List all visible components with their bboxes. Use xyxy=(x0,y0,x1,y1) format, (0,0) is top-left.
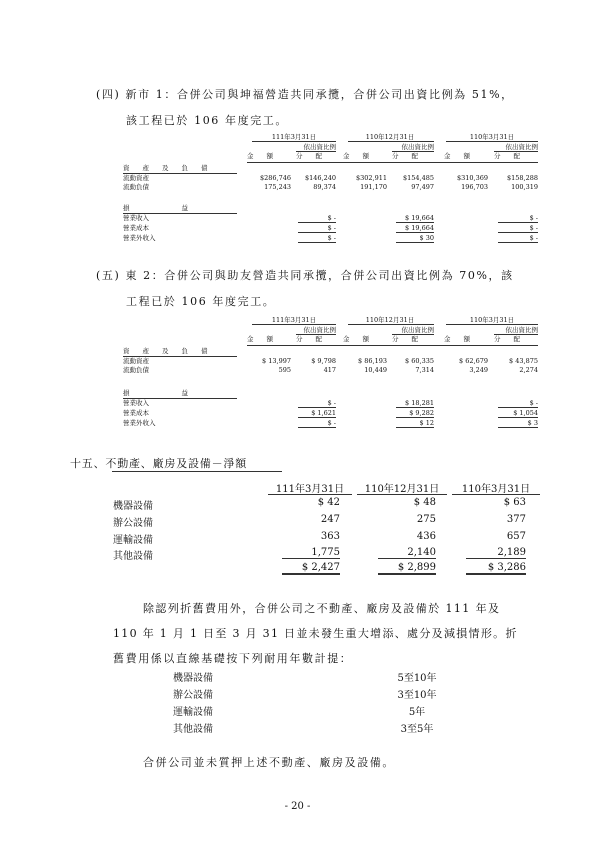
sec15-cell: 657 xyxy=(506,531,526,542)
sec15-cell: 2,189 xyxy=(466,547,526,559)
sec5-bs-cell: $ 62,679 xyxy=(459,357,488,365)
sec15-total: $ 3,286 xyxy=(466,562,526,575)
sec4-pl-cell: $ 19,664 xyxy=(396,224,434,233)
sec4-pl-cell: $ - xyxy=(498,224,538,233)
sec4-bs-cell: 191,170 xyxy=(360,183,387,191)
sec5-period-1: 111年3月31日 xyxy=(271,316,317,324)
sec15-cell: 1,775 xyxy=(282,547,340,559)
sec5-pl-cell: $ - xyxy=(298,399,336,408)
sec5-bs-cell: $ 60,335 xyxy=(405,357,434,365)
sec4-bs-cell: $154,485 xyxy=(402,174,434,182)
sec15-para1: 除認列折舊費用外，合併公司之不動產、廠房及設備於 111 年及 xyxy=(143,602,501,615)
sec4-line2: 該工程已於 106 年度完工。 xyxy=(126,114,288,127)
sec5-alloc-1: 分 配 xyxy=(296,335,322,343)
sec5-bs-label: 流動資產 xyxy=(123,357,149,365)
sec4-period-3: 110年3月31日 xyxy=(469,133,515,141)
sec4-pl-cell: $ - xyxy=(498,234,538,243)
sec5-pl-label: 營業收入 xyxy=(123,399,149,407)
sec15-row-label: 機器設備 xyxy=(113,501,153,512)
sec4-bs-cell: $158,288 xyxy=(506,174,538,182)
sec15-cell: 2,140 xyxy=(378,547,436,559)
sec5-pl-label: 營業成本 xyxy=(123,409,149,417)
sec4-share-1: 依出資比例 xyxy=(303,143,336,151)
sec5-period-2: 110年12月31日 xyxy=(365,316,415,324)
sec5-amount-2: 金 額 xyxy=(343,335,369,343)
sec4-pl-cell: $ - xyxy=(298,214,336,223)
sec5-bs-cell: 7,314 xyxy=(415,366,434,374)
sec5-bs-header: 資 產 及 負 債 xyxy=(123,347,208,355)
sec15-cell: 247 xyxy=(320,514,340,525)
sec15-period-2: 110年12月31日 xyxy=(364,484,440,495)
sec4-bs-cell: $146,240 xyxy=(304,174,336,182)
sec15-total: $ 2,427 xyxy=(282,562,340,575)
sec15-cell: $ 63 xyxy=(503,497,526,508)
sec4-pl-cell: $ - xyxy=(298,224,336,233)
sec5-pl-cell: $ 18,281 xyxy=(396,399,434,408)
sec15-para4: 合併公司並未質押上述不動產、廠房及設備。 xyxy=(143,756,395,769)
sec15-cell: 436 xyxy=(416,531,436,542)
sec4-bs-cell: 196,703 xyxy=(461,183,488,191)
sec15-period-3: 110年3月31日 xyxy=(461,484,531,495)
sec15-cell: 377 xyxy=(506,514,526,525)
sec4-amount-3: 金 額 xyxy=(444,152,470,160)
sec4-bs-header: 資 產 及 負 債 xyxy=(123,164,208,172)
sec5-line1: (五) 東 2：合併公司與助友營造共同承攬，合併公司出資比例為 70%，該 xyxy=(96,269,514,282)
sec4-pl-header: 損 益 xyxy=(123,204,188,212)
sec4-alloc-1: 分 配 xyxy=(296,152,322,160)
sec5-pl-label: 營業外收入 xyxy=(123,419,156,427)
sec5-pl-header: 損 益 xyxy=(123,389,188,397)
sec5-period-3: 110年3月31日 xyxy=(469,316,515,324)
sec4-pl-label: 營業外收入 xyxy=(123,234,156,242)
sec5-share-1: 依出資比例 xyxy=(303,326,336,334)
sec5-bs-cell: $ 13,997 xyxy=(262,357,291,365)
sec15-row-label: 其他設備 xyxy=(113,551,153,562)
life-label: 機器設備 xyxy=(173,673,213,684)
sec5-pl-cell: $ 9,282 xyxy=(396,409,434,418)
sec15-row-label: 辦公設備 xyxy=(113,518,153,529)
sec4-bs-cell: 100,319 xyxy=(511,183,538,191)
sec4-period-1: 111年3月31日 xyxy=(271,133,317,141)
sec15-title: 十五、不動產、廠房及設備－淨額 xyxy=(70,457,247,470)
sec4-bs-cell: $310,369 xyxy=(456,174,488,182)
sec4-bs-label: 流動資產 xyxy=(123,174,149,182)
sec5-bs-label: 流動負債 xyxy=(123,366,149,374)
sec15-period-1: 111年3月31日 xyxy=(275,484,345,495)
life-years: 3至5年 xyxy=(400,724,434,735)
sec4-bs-cell: 89,374 xyxy=(313,183,336,191)
sec4-amount-2: 金 額 xyxy=(343,152,369,160)
sec4-pl-label: 營業收入 xyxy=(123,214,149,222)
sec4-bs-cell: $286,746 xyxy=(259,174,291,182)
sec5-bs-cell: 3,249 xyxy=(469,366,488,374)
sec4-pl-label: 營業成本 xyxy=(123,224,149,232)
sec4-period-2: 110年12月31日 xyxy=(365,133,415,141)
sec5-share-2: 依出資比例 xyxy=(401,326,434,334)
sec5-amount-1: 金 額 xyxy=(247,335,273,343)
sec4-pl-cell: $ 19,664 xyxy=(396,214,434,223)
sec4-share-2: 依出資比例 xyxy=(401,143,434,151)
sec4-pl-cell: $ 30 xyxy=(396,234,434,243)
sec15-cell: $ 42 xyxy=(317,497,340,508)
sec15-row-label: 運輸設備 xyxy=(113,535,153,546)
sec4-bs-label: 流動負債 xyxy=(123,183,149,191)
sec5-bs-cell: 595 xyxy=(278,366,291,374)
sec5-bs-cell: 2,274 xyxy=(519,366,538,374)
sec4-pl-cell: $ - xyxy=(498,214,538,223)
sec4-alloc-3: 分 配 xyxy=(494,152,520,160)
sec15-cell: $ 48 xyxy=(413,497,436,508)
sec15-para2: 110 年 1 月 1 日至 3 月 31 日並未發生重大增添、處分及減損情形。折 xyxy=(113,627,518,640)
life-years: 5至10年 xyxy=(397,673,437,684)
sec4-bs-cell: 175,243 xyxy=(264,183,291,191)
sec4-alloc-2: 分 配 xyxy=(392,152,418,160)
sec4-amount-1: 金 額 xyxy=(247,152,273,160)
sec5-share-3: 依出資比例 xyxy=(505,326,538,334)
sec4-pl-cell: $ - xyxy=(298,234,336,243)
sec4-share-3: 依出資比例 xyxy=(505,143,538,151)
sec5-pl-cell: $ 3 xyxy=(498,419,538,428)
life-label: 其他設備 xyxy=(173,724,213,735)
life-label: 運輸設備 xyxy=(173,707,213,718)
sec5-bs-cell: $ 86,193 xyxy=(358,357,387,365)
sec15-cell: 363 xyxy=(320,531,340,542)
sec5-line2: 工程已於 106 年度完工。 xyxy=(126,295,276,308)
sec5-bs-cell: $ 43,875 xyxy=(509,357,538,365)
sec5-alloc-3: 分 配 xyxy=(494,335,520,343)
life-years: 5年 xyxy=(408,707,426,718)
sec5-bs-cell: 10,449 xyxy=(364,366,387,374)
sec4-bs-cell: $302,911 xyxy=(355,174,387,182)
page-number: - 20 - xyxy=(284,801,311,812)
sec15-total: $ 2,899 xyxy=(378,562,436,575)
sec15-cell: 275 xyxy=(416,514,436,525)
sec5-pl-cell: $ 12 xyxy=(396,419,434,428)
sec5-bs-cell: $ 9,798 xyxy=(311,357,336,365)
life-label: 辦公設備 xyxy=(173,690,213,701)
sec15-para3: 舊費用係以直線基礎按下列耐用年數計提： xyxy=(113,652,353,665)
sec5-bs-cell: 417 xyxy=(323,366,336,374)
sec5-pl-cell: $ 1,621 xyxy=(298,409,336,418)
sec5-pl-cell: $ - xyxy=(298,419,336,428)
sec5-pl-cell: $ 1,054 xyxy=(498,409,538,418)
life-years: 3至10年 xyxy=(397,690,437,701)
sec5-pl-cell: $ - xyxy=(498,399,538,408)
sec5-alloc-2: 分 配 xyxy=(392,335,418,343)
sec4-line1: (四) 新市 1：合併公司與坤福營造共同承攬，合併公司出資比例為 51%， xyxy=(96,88,514,101)
sec4-bs-cell: 97,497 xyxy=(411,183,434,191)
sec5-amount-3: 金 額 xyxy=(444,335,470,343)
